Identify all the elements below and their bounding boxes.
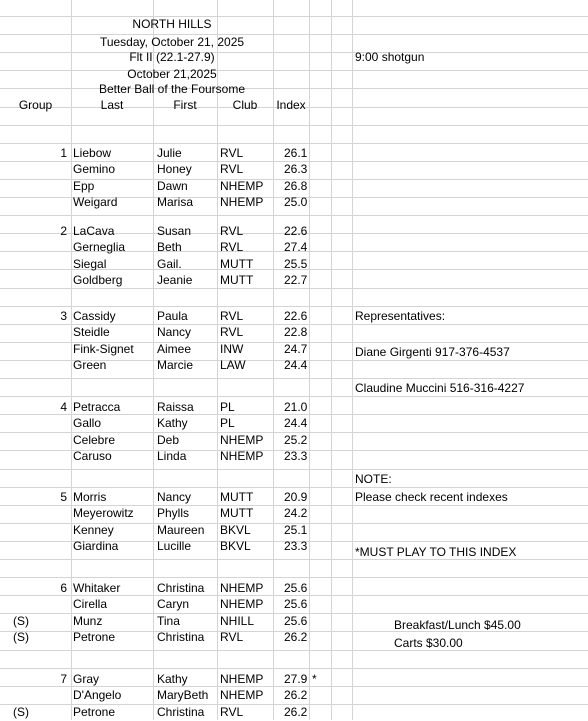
player-club: NHEMP (220, 179, 264, 193)
carts-price: Carts $30.00 (394, 636, 463, 650)
sub-mark (0, 686, 42, 704)
player-last-name: Kenney (73, 523, 114, 537)
player-first-name: Nancy (157, 490, 192, 504)
index-note-mark (312, 595, 324, 613)
player-first-name: Caryn (157, 597, 190, 611)
player-last-name: Goldberg (73, 273, 123, 287)
sub-mark (0, 504, 42, 522)
date-short: October 21,2025 (127, 67, 217, 81)
player-first-name: Raissa (157, 400, 194, 414)
player-index: 26.3 (284, 162, 308, 176)
player-last-name: LaCava (73, 224, 115, 238)
sub-mark (0, 595, 42, 613)
player-index: 21.0 (284, 400, 308, 414)
player-last-name: Gemino (73, 162, 116, 176)
player-club: RVL (220, 309, 244, 323)
player-last-name: Weigard (73, 195, 118, 209)
player-club: INW (220, 342, 244, 356)
sub-mark (0, 356, 42, 374)
group-number: 3 (60, 309, 67, 323)
player-first-name: Aimee (157, 342, 192, 356)
player-first-name: Christina (157, 581, 205, 595)
format-line: Better Ball of the Foursome (98, 82, 246, 96)
row-divider (0, 577, 588, 578)
index-note-mark (312, 686, 324, 704)
player-last-name: Gerneglia (73, 240, 126, 254)
player-first-name: Tina (157, 614, 180, 628)
player-first-name: Dawn (157, 179, 188, 193)
player-first-name: Phylls (157, 506, 190, 520)
player-index: 20.9 (284, 490, 308, 504)
note-text: Please check recent indexes (355, 490, 508, 504)
group-number: 2 (60, 224, 67, 238)
group-number: 7 (60, 672, 67, 686)
sub-mark: (S) (13, 614, 29, 628)
player-club: MUTT (220, 273, 254, 287)
player-first-name: Gail. (157, 257, 182, 271)
player-last-name: Cassidy (73, 309, 116, 323)
sub-mark (0, 323, 42, 341)
player-club: RVL (220, 224, 244, 238)
sub-mark (0, 537, 42, 555)
player-club: RVL (220, 162, 244, 176)
player-first-name: Susan (157, 224, 192, 238)
player-club: RVL (220, 705, 244, 719)
player-club: PL (220, 400, 235, 414)
index-note-mark (312, 238, 324, 256)
player-club: RVL (220, 146, 244, 160)
player-club: BKVL (220, 539, 251, 553)
player-first-name: Julie (157, 146, 182, 160)
player-first-name: Deb (157, 433, 180, 447)
player-last-name: Petrone (73, 705, 116, 719)
player-first-name: Maureen (157, 523, 205, 537)
group-number: 1 (60, 146, 67, 160)
player-club: NHEMP (220, 672, 264, 686)
player-club: NHEMP (220, 597, 264, 611)
player-index: 25.6 (284, 614, 308, 628)
col-header-club: Club (232, 98, 258, 112)
index-note-mark (312, 414, 324, 432)
player-first-name: Christina (157, 630, 205, 644)
player-index: 26.1 (284, 146, 308, 160)
representative-2: Claudine Muccini 516-316-4227 (355, 381, 525, 395)
player-club: NHEMP (220, 449, 264, 463)
player-index: 25.6 (284, 597, 308, 611)
player-index: 25.2 (284, 433, 308, 447)
flight-line: Flt II (22.1-27.9) (129, 50, 215, 64)
row-divider (0, 215, 588, 216)
player-club: RVL (220, 240, 244, 254)
index-note-mark (312, 271, 324, 289)
player-last-name: Morris (73, 490, 107, 504)
player-first-name: Nancy (157, 325, 192, 339)
player-index: 25.5 (284, 257, 308, 271)
player-index: 26.2 (284, 630, 308, 644)
title: NORTH HILLS (132, 17, 212, 31)
player-club: MUTT (220, 490, 254, 504)
player-club: RVL (220, 325, 244, 339)
player-first-name: Lucille (157, 539, 192, 553)
group-number: 4 (60, 400, 67, 414)
sub-mark (0, 271, 42, 289)
player-club: MUTT (220, 506, 254, 520)
player-first-name: Marisa (157, 195, 194, 209)
player-last-name: Liebow (73, 146, 112, 160)
player-last-name: Cirella (73, 597, 108, 611)
player-last-name: Whitaker (73, 581, 121, 595)
player-index: 26.8 (284, 179, 308, 193)
player-club: NHEMP (220, 688, 264, 702)
player-index: 25.0 (284, 195, 308, 209)
player-first-name: Kathy (157, 416, 188, 430)
player-index: 25.1 (284, 523, 308, 537)
player-index: 23.3 (284, 449, 308, 463)
player-index: 23.3 (284, 539, 308, 553)
index-note-mark (312, 356, 324, 374)
player-index: 22.6 (284, 309, 308, 323)
player-last-name: Siegal (73, 257, 107, 271)
player-last-name: Epp (73, 179, 95, 193)
player-last-name: Green (73, 358, 107, 372)
representative-1: Diane Girgenti 917-376-4537 (355, 345, 510, 359)
player-last-name: Munz (73, 614, 103, 628)
representatives-label: Representatives: (355, 309, 446, 323)
sub-mark (0, 193, 42, 211)
player-index: 24.4 (284, 416, 308, 430)
group-number: 5 (60, 490, 67, 504)
must-play-note: *MUST PLAY TO THIS INDEX (355, 545, 517, 559)
note-label: NOTE: (355, 472, 392, 486)
player-club: NHEMP (220, 581, 264, 595)
player-club: MUTT (220, 257, 254, 271)
player-club: NHEMP (220, 195, 264, 209)
player-last-name: Petracca (73, 400, 121, 414)
col-header-group: Group (18, 98, 53, 112)
player-club: PL (220, 416, 235, 430)
player-last-name: Celebre (73, 433, 116, 447)
player-index: 24.4 (284, 358, 308, 372)
player-index: 22.6 (284, 224, 308, 238)
player-last-name: Gray (73, 672, 100, 686)
row-divider (0, 125, 588, 126)
player-last-name: D'Angelo (73, 688, 122, 702)
player-last-name: Giardina (73, 539, 119, 553)
col-header-last: Last (100, 98, 124, 112)
player-first-name: Beth (157, 240, 182, 254)
player-first-name: Paula (157, 309, 188, 323)
player-index: 22.8 (284, 325, 308, 339)
sub-mark (0, 447, 42, 465)
player-club: RVL (220, 630, 244, 644)
player-first-name: Christina (157, 705, 205, 719)
player-club: BKVL (220, 523, 251, 537)
sub-mark: (S) (13, 705, 29, 719)
player-last-name: Steidle (73, 325, 110, 339)
player-last-name: Fink-Signet (73, 342, 134, 356)
col-header-index: Index (276, 98, 306, 112)
index-note-mark (312, 160, 324, 178)
player-index: 22.7 (284, 273, 308, 287)
date-line: Tuesday, October 21, 2025 (99, 35, 245, 49)
player-index: 25.6 (284, 581, 308, 595)
player-first-name: Linda (157, 449, 187, 463)
index-note-mark (312, 537, 324, 555)
player-index: 27.4 (284, 240, 308, 254)
breakfast-lunch-price: Breakfast/Lunch $45.00 (394, 618, 521, 632)
player-index: 26.2 (284, 688, 308, 702)
player-club: NHILL (220, 614, 255, 628)
player-index: 26.2 (284, 705, 308, 719)
player-first-name: Honey (157, 162, 192, 176)
sub-mark (0, 238, 42, 256)
row-divider (0, 650, 588, 651)
player-club: LAW (220, 358, 246, 372)
player-first-name: MaryBeth (157, 688, 209, 702)
index-note-mark (312, 703, 324, 721)
sub-mark (0, 414, 42, 432)
player-first-name: Jeanie (157, 273, 193, 287)
index-note-mark (312, 504, 324, 522)
index-note-mark (312, 628, 324, 646)
player-last-name: Petrone (73, 630, 116, 644)
player-last-name: Meyerowitz (73, 506, 134, 520)
player-first-name: Kathy (157, 672, 188, 686)
player-club: NHEMP (220, 433, 264, 447)
sub-mark (0, 160, 42, 178)
player-first-name: Marcie (157, 358, 194, 372)
index-note-mark (312, 447, 324, 465)
player-last-name: Caruso (73, 449, 112, 463)
sub-mark: (S) (13, 630, 29, 644)
player-index: 24.7 (284, 342, 308, 356)
col-header-first: First (173, 98, 197, 112)
index-note-mark: * (312, 672, 317, 686)
player-index: 27.9 (284, 672, 308, 686)
row-divider (0, 469, 588, 470)
player-last-name: Gallo (73, 416, 102, 430)
group-number: 6 (60, 581, 67, 595)
row-divider (0, 668, 588, 669)
shotgun-time: 9:00 shotgun (355, 50, 425, 64)
index-note-mark (312, 193, 324, 211)
index-note-mark (312, 323, 324, 341)
player-index: 24.2 (284, 506, 308, 520)
